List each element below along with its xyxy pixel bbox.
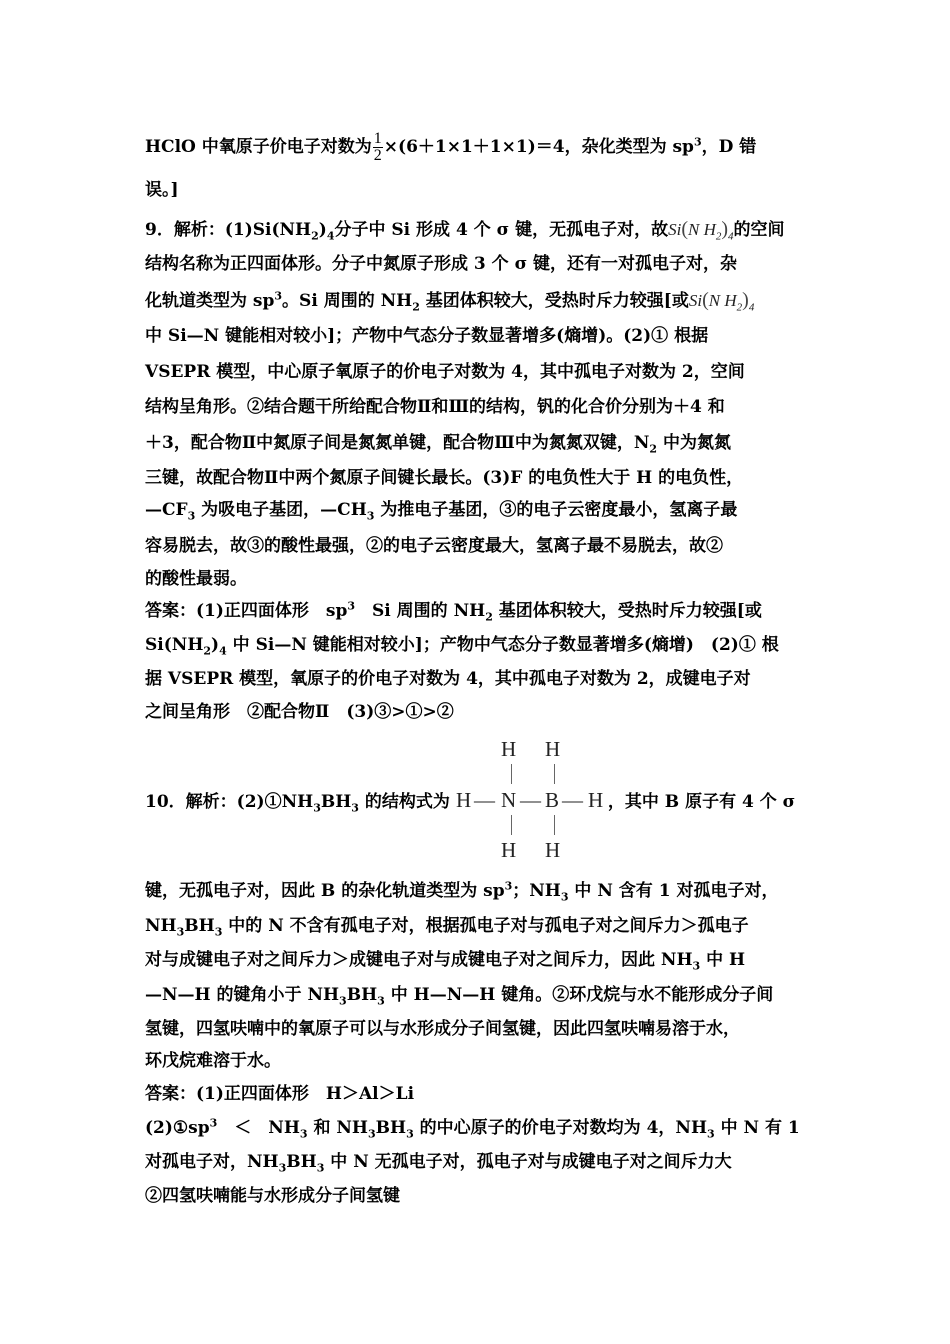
text: 10．解析：(2)①NH bbox=[145, 792, 314, 812]
subscript: 3 bbox=[299, 1127, 308, 1141]
answer-line bbox=[145, 1083, 810, 1105]
bond-dash: — bbox=[474, 788, 495, 812]
text: 基团体积较大，受热时斥力较强[或 bbox=[419, 291, 689, 311]
text: 的中心原子的价电子对数均为 4，NH bbox=[413, 1118, 708, 1138]
bond-line bbox=[511, 764, 512, 784]
text: 结构呈角形。②结合题干所给配合物Ⅱ和Ⅲ的结构，钒的化合价分别为＋4 和 bbox=[145, 397, 725, 417]
text: 的酸性最弱。 bbox=[145, 569, 247, 589]
math-formula: N H bbox=[688, 220, 716, 239]
subscript: 2 bbox=[485, 610, 493, 624]
atom-h: H bbox=[456, 788, 472, 812]
text-line bbox=[145, 396, 810, 418]
subscript: 3 bbox=[176, 925, 185, 939]
subscript: 3 bbox=[406, 1127, 414, 1141]
atom-h: H bbox=[501, 838, 517, 862]
text-line bbox=[145, 467, 810, 489]
subscript: 4 bbox=[728, 230, 734, 243]
text: 中 Si—N 键能相对较小]；产物中气态分子数显著增多(熵增) (2)① 根 bbox=[226, 635, 779, 655]
text: ②四氢呋喃能与水形成分子间氢键 bbox=[145, 1186, 400, 1206]
text: 和 NH bbox=[307, 1118, 368, 1138]
atom-h: H bbox=[501, 737, 517, 761]
text: ) bbox=[211, 635, 220, 655]
fraction bbox=[373, 131, 383, 164]
answer-line bbox=[145, 1185, 810, 1207]
text: 中为氮氮 bbox=[657, 433, 731, 453]
text: 误。] bbox=[145, 180, 179, 200]
text: 结构名称为正四面体形。分子中氮原子形成 3 个 σ 键，还有一对孤电子对，杂 bbox=[145, 254, 738, 274]
text: ＋3，配合物Ⅱ中氮原子间是氮氮单键，配合物Ⅲ中为氮氮双键，N bbox=[145, 433, 650, 453]
bracket: ) bbox=[721, 218, 729, 240]
text: Si(NH bbox=[145, 635, 204, 655]
text: VSEPR 模型，中心原子氧原子的价电子对数为 4，其中孤电子对数为 2，空间 bbox=[145, 362, 745, 382]
text-line bbox=[145, 915, 810, 937]
text: 答案：(1)正四面体形 sp bbox=[145, 601, 348, 621]
math-formula: Si bbox=[688, 291, 703, 310]
text: (2)①sp bbox=[145, 1118, 210, 1138]
subscript: 2 bbox=[649, 442, 658, 456]
bond-dash: — bbox=[562, 788, 583, 812]
text: 之间呈角形 ②配合物Ⅱ (3)③>①>② bbox=[145, 702, 454, 722]
text-line bbox=[145, 218, 810, 241]
text: BH bbox=[184, 916, 215, 936]
text-line bbox=[145, 179, 810, 201]
text-line bbox=[145, 289, 810, 312]
text: 9．解析：(1)Si(NH bbox=[145, 220, 312, 240]
superscript: 3 bbox=[209, 1116, 218, 1130]
text: 。Si 周围的 NH bbox=[282, 291, 413, 311]
text-line bbox=[145, 1050, 810, 1072]
bond-dash: — bbox=[520, 788, 541, 812]
subscript: 2 bbox=[412, 300, 420, 314]
answer-line bbox=[145, 1117, 810, 1139]
text: ；NH bbox=[512, 881, 561, 901]
subscript: 2 bbox=[736, 301, 743, 314]
subscript: 3 bbox=[316, 1161, 325, 1175]
text: 据 VSEPR 模型，氧原子的价电子对数为 4，其中孤电子对数为 2，成键电子对 bbox=[145, 669, 751, 689]
atom-b: B bbox=[545, 788, 560, 812]
superscript: 3 bbox=[504, 879, 513, 893]
text: 的结构式为 bbox=[358, 792, 450, 812]
text: BH bbox=[346, 985, 378, 1005]
text-line bbox=[145, 535, 810, 557]
text: 中 H—N—H 键角。②环戊烷与水不能形成分子间 bbox=[384, 985, 774, 1005]
math-formula: Si bbox=[668, 220, 682, 239]
bond-line bbox=[554, 815, 555, 835]
answer-line bbox=[145, 701, 810, 723]
superscript: 3 bbox=[693, 135, 702, 149]
text-line bbox=[145, 432, 810, 454]
answer-line bbox=[145, 634, 810, 656]
text: 中 N 有 1 bbox=[714, 1118, 800, 1138]
subscript: 3 bbox=[368, 1127, 376, 1141]
text: 对与成键电子对之间斥力＞成键电子对与成键电子对之间斥力，因此 NH bbox=[145, 950, 693, 970]
text: 容易脱去，故③的酸性最强，②的电子云密度最大，氢离子最不易脱去，故② bbox=[145, 536, 723, 556]
text-line bbox=[145, 949, 810, 971]
subscript: 2 bbox=[203, 644, 212, 658]
text: ) bbox=[318, 220, 327, 240]
text: BH bbox=[286, 1152, 317, 1172]
answer-line bbox=[145, 668, 810, 690]
text-line bbox=[145, 361, 810, 383]
text-line bbox=[145, 1018, 810, 1040]
text: 为推电子基团，③的电子云密度最小，氢离子最 bbox=[374, 500, 738, 520]
text: 答案：(1)正四面体形 H＞Al＞Li bbox=[145, 1084, 415, 1104]
text: 中 Si—N 键能相对较小]；产物中气态分子数显著增多(熵增)。(2)① 根据 bbox=[145, 326, 709, 346]
fraction-denominator: 2 bbox=[373, 147, 382, 164]
subscript: 3 bbox=[692, 959, 701, 973]
text-line bbox=[145, 325, 810, 347]
text: HClO 中氧原子价电子对数为 bbox=[145, 137, 372, 157]
subscript: 3 bbox=[313, 801, 321, 815]
text: 的空间 bbox=[733, 220, 785, 240]
bracket: ) bbox=[742, 289, 749, 311]
atom-n: N bbox=[501, 788, 517, 812]
bracket: ( bbox=[702, 289, 709, 311]
text-line bbox=[145, 984, 810, 1006]
subscript: 3 bbox=[351, 801, 359, 815]
text-line bbox=[145, 253, 810, 275]
text: 中 N 无孤电子对，孤电子对与成键电子对之间斥力大 bbox=[324, 1152, 732, 1172]
text: —N—H 的键角小于 NH bbox=[145, 985, 340, 1005]
subscript: 4 bbox=[219, 644, 227, 658]
math-formula: N H bbox=[708, 291, 737, 310]
subscript: 2 bbox=[311, 229, 319, 243]
text: BH bbox=[375, 1118, 407, 1138]
text: 环戊烷难溶于水。 bbox=[145, 1051, 281, 1071]
text: 中的 N 不含有孤电子对，根据孤电子对与孤电子对之间斥力＞孤电子 bbox=[222, 916, 749, 936]
text: 分子中 Si 形成 4 个 σ 键，无孤电子对，故 bbox=[334, 220, 669, 240]
fraction-numerator: 1 bbox=[373, 130, 382, 147]
text: 中 H bbox=[700, 950, 746, 970]
text: 为吸电子基团，—CH bbox=[195, 500, 367, 520]
structural-formula bbox=[456, 737, 616, 862]
text: Si 周围的 NH bbox=[355, 601, 486, 621]
subscript: 4 bbox=[326, 229, 335, 243]
bracket: ( bbox=[681, 218, 688, 240]
subscript: 4 bbox=[748, 301, 755, 314]
text: ＜ NH bbox=[217, 1118, 300, 1138]
text: 中 N 含有 1 对孤电子对， bbox=[568, 881, 779, 901]
superscript: 3 bbox=[274, 289, 283, 303]
bond-line bbox=[554, 764, 555, 784]
text: ，其中 B 原子有 4 个 σ bbox=[607, 792, 796, 812]
subscript: 3 bbox=[560, 890, 569, 904]
text: BH bbox=[320, 792, 352, 812]
text: NH bbox=[145, 916, 177, 936]
text: 化轨道类型为 sp bbox=[145, 291, 275, 311]
subscript: 3 bbox=[214, 925, 223, 939]
bond-line bbox=[511, 815, 512, 835]
subscript: 3 bbox=[377, 994, 385, 1008]
text: —CF bbox=[145, 500, 188, 520]
atom-h: H bbox=[545, 838, 561, 862]
text: 对孤电子对，NH bbox=[145, 1152, 279, 1172]
text: ×(6＋1×1＋1×1)＝4，杂化类型为 sp bbox=[383, 137, 694, 157]
superscript: 3 bbox=[347, 599, 356, 613]
subscript: 3 bbox=[187, 509, 196, 523]
text-line bbox=[145, 125, 810, 169]
text: 氢键，四氢呋喃中的氧原子可以与水形成分子间氢键，因此四氢呋喃易溶于水， bbox=[145, 1019, 740, 1039]
text-line bbox=[145, 568, 810, 590]
text-line bbox=[145, 499, 810, 521]
subscript: 3 bbox=[366, 509, 375, 523]
subscript: 3 bbox=[707, 1127, 715, 1141]
subscript: 3 bbox=[339, 994, 347, 1008]
subscript: 3 bbox=[278, 1161, 287, 1175]
text: 三键，故配合物Ⅱ中两个氮原子间键长最长。(3)F 的电负性大于 H 的电负性， bbox=[145, 468, 744, 488]
text: 键，无孤电子对，因此 B 的杂化轨道类型为 sp bbox=[145, 881, 505, 901]
text: ，D 错 bbox=[701, 137, 757, 157]
text: 基团体积较大，受热时斥力较强[或 bbox=[492, 601, 762, 621]
answer-line bbox=[145, 600, 810, 622]
subscript: 2 bbox=[715, 230, 722, 243]
answer-line bbox=[145, 1151, 810, 1173]
text-line bbox=[145, 880, 810, 902]
atom-h: H bbox=[545, 737, 561, 761]
atom-h: H bbox=[588, 788, 604, 812]
